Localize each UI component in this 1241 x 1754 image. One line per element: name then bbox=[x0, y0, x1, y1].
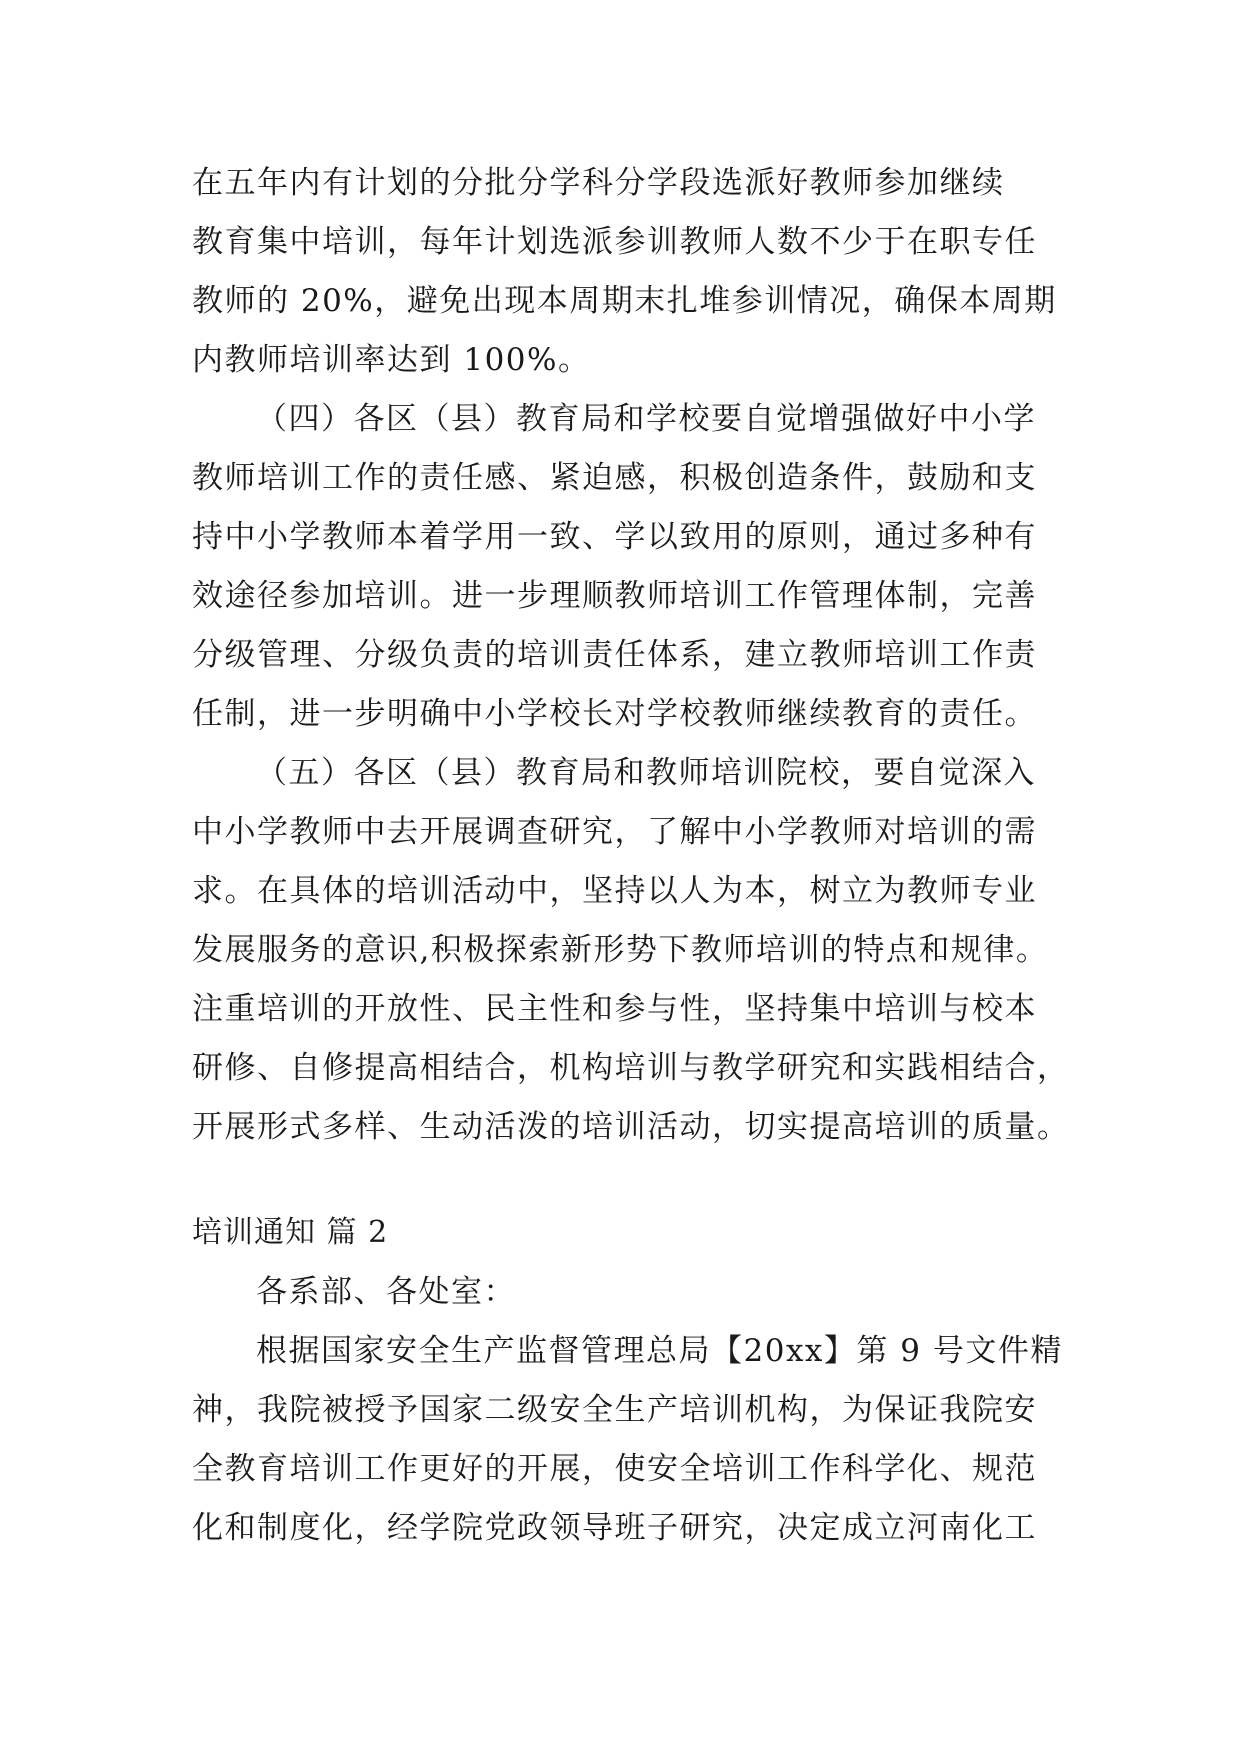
paragraph-line: 化和制度化，经学院党政领导班子研究，决定成立河南化工 bbox=[192, 1510, 1037, 1546]
paragraph-line: 教师培训工作的责任感、紧迫感，积极创造条件，鼓励和支 bbox=[192, 460, 1037, 496]
paragraph-line: （五）各区（县）教育局和教师培训院校，要自觉深入 bbox=[256, 755, 1036, 791]
paragraph-line: （四）各区（县）教育局和学校要自觉增强做好中小学 bbox=[256, 401, 1036, 437]
paragraph-line: 求。在具体的培训活动中，坚持以人为本，树立为教师专业 bbox=[192, 873, 1037, 909]
paragraph-line: 中小学教师中去开展调查研究，了解中小学教师对培训的需 bbox=[192, 814, 1037, 850]
paragraph-line: 分级管理、分级负责的培训责任体系，建立教师培训工作责 bbox=[192, 637, 1037, 673]
salutation: 各系部、各处室： bbox=[256, 1274, 516, 1310]
paragraph-line: 根据国家安全生产监督管理总局【20xx】第 9 号文件精 bbox=[256, 1333, 1063, 1369]
paragraph-line: 在五年内有计划的分批分学科分学段选派好教师参加继续 bbox=[192, 165, 1005, 201]
paragraph-line: 发展服务的意识,积极探索新形势下教师培训的特点和规律。 bbox=[192, 932, 1049, 968]
paragraph-line: 注重培训的开放性、民主性和参与性，坚持集中培训与校本 bbox=[192, 991, 1037, 1027]
paragraph-line: 全教育培训工作更好的开展，使安全培训工作科学化、规范 bbox=[192, 1451, 1037, 1487]
paragraph-line: 教师的 20%，避免出现本周期末扎堆参训情况，确保本周期 bbox=[192, 283, 1057, 319]
paragraph-line: 神，我院被授予国家二级安全生产培训机构，为保证我院安 bbox=[192, 1392, 1037, 1428]
paragraph-line: 内教师培训率达到 100%。 bbox=[192, 342, 591, 378]
paragraph-line: 持中小学教师本着学用一致、学以致用的原则，通过多种有 bbox=[192, 519, 1037, 555]
paragraph-line: 研修、自修提高相结合，机构培训与教学研究和实践相结合， bbox=[192, 1050, 1070, 1086]
paragraph-line: 教育集中培训，每年计划选派参训教师人数不少于在职专任 bbox=[192, 224, 1037, 260]
section-heading: 培训通知 篇 2 bbox=[192, 1215, 389, 1250]
paragraph-line: 效途径参加培训。进一步理顺教师培训工作管理体制，完善 bbox=[192, 578, 1037, 614]
paragraph-line: 开展形式多样、生动活泼的培训活动，切实提高培训的质量。 bbox=[192, 1109, 1070, 1145]
paragraph-line: 任制，进一步明确中小学校长对学校教师继续教育的责任。 bbox=[192, 696, 1037, 732]
